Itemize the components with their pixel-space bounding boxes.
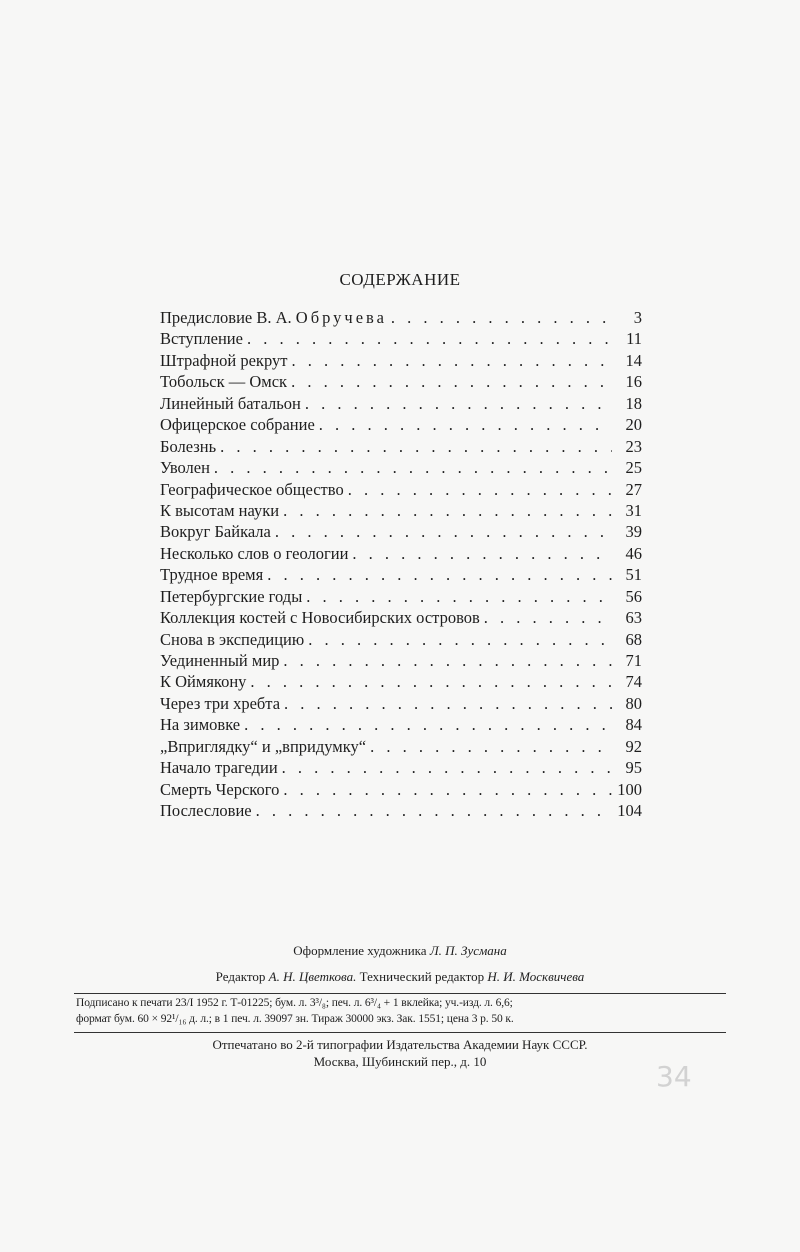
toc-entry-title xyxy=(160,436,216,457)
design-credit-label: Оформление художника xyxy=(293,943,430,958)
toc-entry xyxy=(160,629,642,650)
toc-entry-title-text: Вступление xyxy=(160,329,243,349)
leader-dots xyxy=(484,607,612,628)
toc-entry xyxy=(160,500,642,521)
toc-entry-title xyxy=(160,479,344,500)
toc-entry-title xyxy=(160,629,304,650)
toc-entry-title xyxy=(160,671,246,692)
toc-entry-title-text: К высотам науки xyxy=(160,500,280,520)
toc-entry-page: 104 xyxy=(617,801,642,821)
toc-entry-page: 3 xyxy=(633,308,642,327)
leader-dots xyxy=(308,629,612,650)
leader-dots xyxy=(247,328,612,349)
toc-entry-page: 100 xyxy=(617,779,642,799)
toc-entry-title xyxy=(160,393,301,414)
toc-entry xyxy=(160,414,642,435)
toc-entry-title xyxy=(160,543,348,564)
leader-dots xyxy=(283,779,612,800)
toc-entry xyxy=(160,436,642,457)
toc-entry-title xyxy=(160,586,302,607)
toc-entry-title xyxy=(160,521,271,542)
toc-entry-title xyxy=(160,757,278,778)
leader-dots xyxy=(214,457,612,478)
toc-entry-title xyxy=(160,650,279,671)
toc-entry xyxy=(160,800,642,821)
toc-entry-page: 56 xyxy=(625,586,642,606)
toc-entry-page: 11 xyxy=(626,329,642,349)
toc-entry-title-text: Через три хребта xyxy=(160,693,281,713)
toc-entry-title xyxy=(160,500,279,521)
toc-entry-title-text: Уволен xyxy=(160,458,210,478)
print-info-line-1: Подписано к печати 23/I 1952 г. Т-01225; бум. л. 3³/₈; печ. л. 6³/₄ + 1 вклейка; уч.-изд. л. 6,6; xyxy=(76,997,513,1009)
leader-dots xyxy=(282,757,612,778)
toc-entry-title xyxy=(160,307,387,328)
toc-entry-page: 63 xyxy=(625,608,642,628)
printer-line-2: Москва, Шубинский пер., д. 10 xyxy=(313,1054,487,1069)
toc-entry-page: 31 xyxy=(625,500,642,520)
toc-entry xyxy=(160,714,642,735)
leader-dots xyxy=(391,307,612,328)
toc-entry xyxy=(160,350,642,371)
leader-dots xyxy=(319,414,612,435)
editor-credit xyxy=(70,969,730,985)
designer-name: Л. П. Зусмана xyxy=(429,943,507,958)
toc-entry xyxy=(160,521,642,542)
leader-dots xyxy=(267,564,612,585)
toc-entry xyxy=(160,307,642,328)
toc-entry-page: 71 xyxy=(625,651,642,670)
toc-entry-title-text: Снова в экспедицию xyxy=(160,629,305,649)
toc-entry-title xyxy=(160,414,315,435)
toc-entry xyxy=(160,328,642,349)
leader-dots xyxy=(284,693,612,714)
toc-entry-page: 27 xyxy=(625,479,642,499)
print-info-line-2: формат бум. 60 × 92¹/₁₆ д. л.; в 1 печ. л. 39097 зн. Тираж 30000 экз. Зак. 1551; цена 3 р. 50 к. xyxy=(76,1013,514,1025)
leader-dots xyxy=(370,736,612,757)
toc-entry-title-text: Штрафной рекрут xyxy=(160,350,288,370)
contents-title: СОДЕРЖАНИЕ xyxy=(339,270,461,289)
toc-entry-title xyxy=(160,779,279,800)
leader-dots xyxy=(352,543,612,564)
toc-entry-title-text: Несколько слов о геологии xyxy=(160,543,349,563)
toc-entry-title-text: Трудное время xyxy=(160,565,264,585)
toc-entry-title-text: Уединенный мир xyxy=(160,651,280,670)
toc-entry-page: 92 xyxy=(625,736,642,756)
toc-entry xyxy=(160,393,642,414)
toc-entry-title xyxy=(160,607,480,628)
editor-name: А. Н. Цветкова. xyxy=(268,969,357,984)
toc-entry-title xyxy=(160,693,280,714)
toc-entry-title-spaced: Обручева xyxy=(295,308,387,327)
leader-dots xyxy=(291,350,612,371)
toc-entry-page: 14 xyxy=(625,350,642,370)
divider xyxy=(74,993,726,994)
toc-entry-title xyxy=(160,800,252,821)
leader-dots xyxy=(306,586,612,607)
toc-entry-title-text: „Вприглядку“ и „впридумку“ xyxy=(160,736,367,756)
toc-entry-page: 20 xyxy=(625,415,642,435)
toc-entry-page: 68 xyxy=(625,629,642,649)
toc-entry xyxy=(160,371,642,392)
leader-dots xyxy=(244,714,612,735)
tech-editor-label: Технический редактор xyxy=(356,969,488,984)
toc-entry-page: 39 xyxy=(625,522,642,542)
toc-entry xyxy=(160,779,642,800)
toc-entry-title-text: Послесловие xyxy=(160,801,252,821)
leader-dots xyxy=(283,500,612,521)
toc-entry-title-text: Линейный батальон xyxy=(160,393,301,413)
leader-dots xyxy=(348,479,612,500)
toc-entry-title-text: Петербургские годы xyxy=(160,586,303,606)
toc-entry-page: 74 xyxy=(625,672,642,692)
toc-entry-page: 23 xyxy=(625,436,642,456)
toc-entry-title-text: К Оймякону xyxy=(160,672,247,692)
editor-label: Редактор xyxy=(215,969,269,984)
toc-entry-title-text: На зимовке xyxy=(160,715,241,735)
toc-entry xyxy=(160,650,642,671)
toc-entry-title-text: Офицерское собрание xyxy=(160,415,315,435)
toc-entry xyxy=(160,479,642,500)
leader-dots xyxy=(275,521,612,542)
toc-entry-title-text: Вокруг Байкала xyxy=(160,522,271,542)
toc-entry-title xyxy=(160,714,240,735)
toc-entry-title xyxy=(160,457,210,478)
design-credit xyxy=(70,943,730,959)
printer-line-1: Отпечатано во 2-й типографии Издательства Академии Наук СССР. xyxy=(212,1037,588,1052)
toc-entry xyxy=(160,671,642,692)
leader-dots xyxy=(220,436,612,457)
toc-entry-title-text: Тобольск — Омск xyxy=(160,372,288,392)
toc-entry-page: 84 xyxy=(625,715,642,735)
toc-entry-title xyxy=(160,564,263,585)
toc-entry-title xyxy=(160,350,287,371)
pencil-mark: 34 xyxy=(656,1060,692,1093)
leader-dots xyxy=(305,393,612,414)
toc-entry-page: 18 xyxy=(625,393,642,413)
toc-entry-title-text: Смерть Черского xyxy=(160,779,280,799)
toc-entry xyxy=(160,736,642,757)
toc-entry xyxy=(160,457,642,478)
toc-entry-title xyxy=(160,736,366,757)
toc-entry-page: 95 xyxy=(625,758,642,778)
leader-dots xyxy=(283,650,612,671)
table-of-contents xyxy=(160,307,642,822)
toc-entry xyxy=(160,586,642,607)
leader-dots xyxy=(250,671,612,692)
toc-entry-page: 51 xyxy=(625,565,642,585)
toc-entry-page: 16 xyxy=(625,372,642,392)
leader-dots xyxy=(256,800,612,821)
toc-entry-page: 25 xyxy=(625,458,642,478)
toc-entry-title-text: Болезнь xyxy=(160,436,217,456)
toc-entry-title-text: Начало трагедии xyxy=(160,758,278,778)
toc-entry-page: 80 xyxy=(625,693,642,713)
toc-entry xyxy=(160,564,642,585)
tech-editor-name: Н. И. Москвичева xyxy=(487,969,585,984)
toc-entry xyxy=(160,757,642,778)
toc-entry-title-text: Географическое общество xyxy=(160,479,344,499)
toc-entry xyxy=(160,543,642,564)
toc-entry-title-text: Коллекция костей с Новосибирских островов xyxy=(160,608,480,628)
toc-entry-title-text: Предисловие В. А. xyxy=(160,308,296,327)
divider xyxy=(74,1032,726,1033)
toc-entry-page: 46 xyxy=(625,543,642,563)
toc-entry xyxy=(160,607,642,628)
toc-entry-title xyxy=(160,328,243,349)
toc-entry-title xyxy=(160,371,287,392)
toc-entry xyxy=(160,693,642,714)
leader-dots xyxy=(291,371,612,392)
